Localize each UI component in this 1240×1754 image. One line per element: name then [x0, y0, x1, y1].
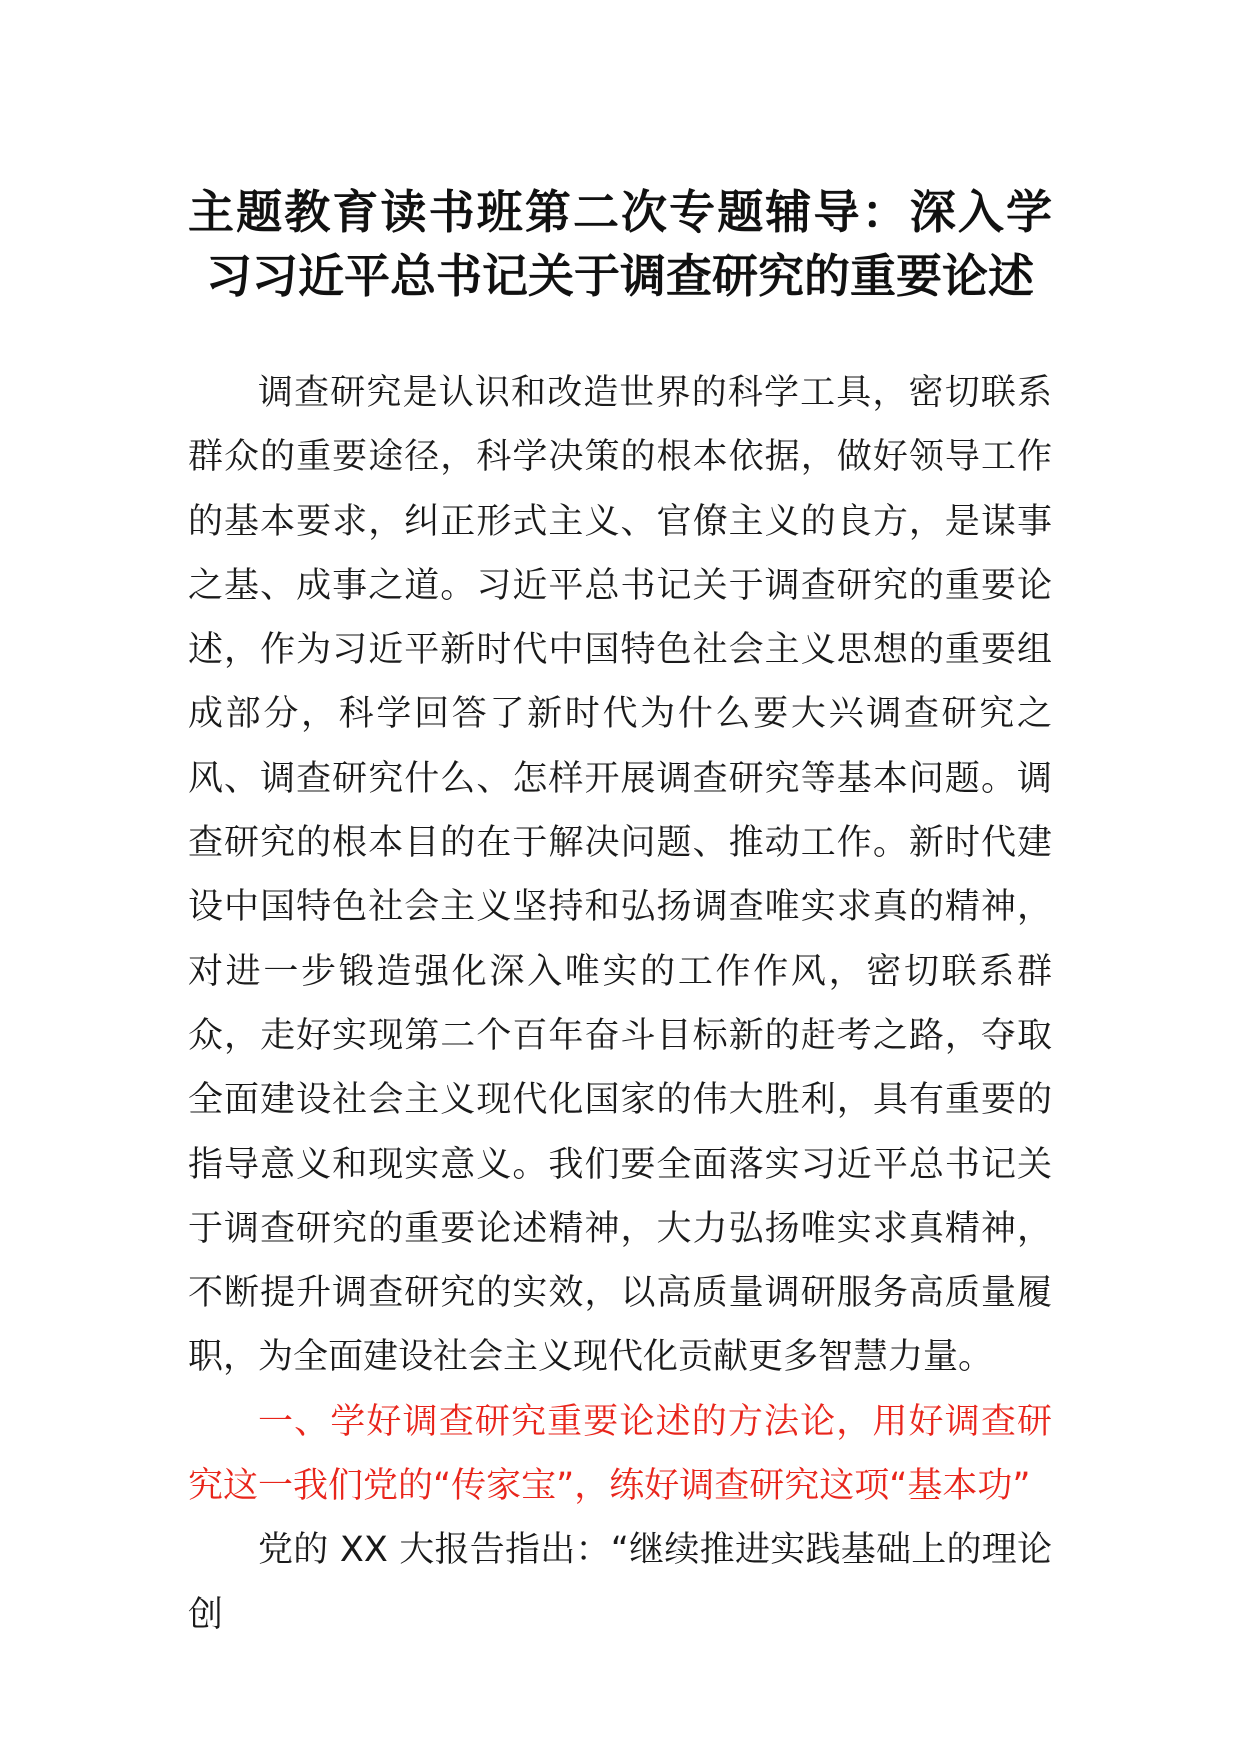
section-1-paragraph: 党的 XX 大报告指出：“继续推进实践基础上的理论创	[188, 1530, 1052, 1635]
intro-paragraph: 调查研究是认识和改造世界的科学工具，密切联系群众的重要途径，科学决策的根本依据，做好领导工作的基本要求，纠正形式主义、官僚主义的良方，是谋事之基、成事之道。习近平总书记关于调查研究的重要论述，作为习近平新时代中国特色社会主义思想的重要组成部分，科学回答了新时代为什么要大兴调查研究之风、调查研究什么、怎样开展调查研究等基本问题。调查研究的根本目的在于解决问题、推动工作。新时代建设中国特色社会主义坚持和弘扬调查唯实求真的精神，对进一步锻造强化深入唯实的工作作风，密切联系群众，走好实现第二个百年奋斗目标新的赶考之路，夺取全面建设社会主义现代化国家的伟大胜利，具有重要的指导意义和现实意义。我们要全面落实习近平总书记关于调查研究的重要论述精神，大力弘扬唯实求真精神，不断提升调查研究的实效，以高质量调研服务高质量履职，为全面建设社会主义现代化贡献更多智慧力量。	[188, 373, 1052, 1378]
document-body	[188, 361, 1052, 1647]
document-title: 主题教育读书班第二次专题辅导：深入学习习近平总书记关于调查研究的重要论述	[188, 185, 1052, 303]
section-heading-1: 一、学好调查研究重要论述的方法论，用好调查研究这一我们党的“传家宝”，练好调查研究这项“基本功”	[188, 1401, 1052, 1507]
